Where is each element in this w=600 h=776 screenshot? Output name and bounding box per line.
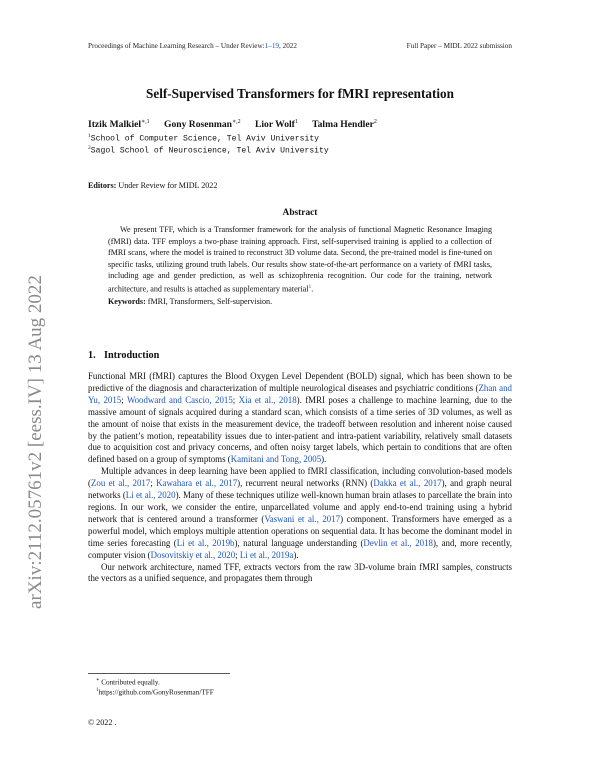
citation-link[interactable]: Dakka et al., 2017 (373, 478, 442, 489)
paragraph-text: Functional MRI (fMRI) captures the Blood Oxygen Level Dependent (BOLD) signal, which has been shown to be predictive of the diagnosis and characterization of multiple neurological diseases and psychiatric conditions ( (88, 371, 512, 393)
author: Gony Rosenman$^{∗,2}$ (164, 119, 241, 131)
arxiv-stamp: arXiv:2112.05761v2 [eess.IV] 13 Aug 2022 (25, 275, 46, 609)
citation-link[interactable]: Kawahara et al., 2017 (156, 478, 238, 489)
paper-title: Self-Supervised Transformers for fMRI representation (146, 86, 454, 101)
footnote-rule (88, 673, 230, 674)
citation-link[interactable]: Zhan and Yu, 2015 (88, 382, 512, 405)
paragraph-text: ) component. Transformers have emerged as a powerful model, which employs multiple attention operations on sequential data. It has become the dominant model in time series forecasting ( (88, 513, 512, 548)
paragraph-text: ; (121, 394, 127, 405)
citation-link[interactable]: Zou et al., 2017 (90, 478, 151, 489)
copyright-line: © 2022 . (88, 718, 117, 727)
citation-link[interactable]: Vaswani et al., 2017 (264, 513, 341, 524)
pages-link[interactable]: 1–19 (264, 42, 280, 50)
paragraph (88, 371, 512, 466)
running-header-right: Full Paper – MIDL 2022 submission (406, 42, 512, 50)
footnote: $^1$https://github.com/GonyRosenman/TFF (96, 688, 214, 697)
paragraph-text: ; (235, 549, 240, 560)
paragraph-text: ). Many of these techniques utilize well-known human brain atlases to parcellate the brain into regions. In our work, we consider the entire, unparcellated volume and apply end-to-end training using a hybrid network that is centered around a transformer ( (88, 490, 513, 524)
paragraph-text: ; (150, 478, 157, 489)
paragraph (88, 466, 512, 561)
editors-line: Editors: Under Review for MIDL 2022 (88, 181, 218, 190)
abstract-body: We present TFF, which is a Transformer framework for the analysis of functional Magnetic Resonance Imaging (fMRI) data. TFF employs a two-phase training approach. First, self-supervised training is applied to a collection of fMRI scans, where the model is trained to reconstruct 3D volume data. Second, the pre-trained model is fine-tuned on specific tasks, utilizing ground truth labels. Our results show state-of-the-art performance on a variety of fMRI tasks, including age and gender prediction, as well as schizophrenia recognition. Our code for the training, network architecture, and results is attached as supplementary material$^1$. (108, 225, 492, 294)
paragraph-text: ). fMRI poses a challenge to machine learning, due to the massive amount of signals acquired during a standard scan, which consists of a time series of 3D volumes, as well as the amount of noise that exists in the measurement device, the tradeoff between resolution and inherent noise caused by the patient’s motion, repeatability issues due to inter-patient and intra-patient variability, relatively small datasets due to acquisition cost and privacy concerns, and often noisy target labels, which pertain to conditions that are often defined based on a group of symptoms ( (88, 394, 512, 465)
paragraph-text: ), recurrent neural networks (RNN) ( (237, 478, 374, 489)
keywords-line: Keywords: fMRI, Transformers, Self-supervision. (108, 297, 273, 306)
affiliation: $^2$Sagol School of Neuroscience, Tel Aviv University (88, 145, 329, 156)
section-body (88, 371, 512, 585)
author: Itzik Malkiel$^{∗,1}$ (88, 119, 150, 131)
paragraph-text: Multiple advances in deep learning have been applied to fMRI classification, including convolution-based models ( (88, 466, 512, 489)
paragraph-text: Our network architecture, named TFF, extracts vectors from the raw 3D-volume brain fMRI samples, constructs the vectors as a unified sequence, and propagates them through (88, 561, 512, 584)
citation-link[interactable]: Dosovitskiy et al., 2020 (150, 549, 236, 560)
footnote-link[interactable]: 1 (308, 283, 312, 290)
paragraph-text: ), and graph neural networks ( (88, 478, 513, 501)
abstract-heading: Abstract (282, 208, 318, 218)
citation-link[interactable]: Li et al., 2019b (176, 537, 235, 548)
footnote: ∗ Contributed equally. (96, 678, 160, 687)
paragraph-text: ). (293, 549, 299, 560)
citation-link[interactable]: Devlin et al., 2018 (363, 537, 433, 548)
paragraph (88, 562, 512, 586)
section-heading: 1. Introduction (88, 350, 160, 361)
affiliation: $^1$School of Computer Science, Tel Aviv University (88, 133, 320, 144)
author: Talma Hendler$^2$ (312, 119, 377, 131)
running-header-left: Proceedings of Machine Learning Research – Under Review:1–19, 2022 (88, 42, 297, 50)
author: Lior Wolf$^1$ (254, 119, 298, 131)
author-list (88, 118, 377, 130)
citation-link[interactable]: Li et al., 2020 (125, 490, 176, 501)
paragraph-text: ), and, more recently, computer vision ( (88, 537, 512, 560)
paragraph-text: ). (321, 454, 327, 465)
citation-link[interactable]: Xia et al., 2018 (238, 394, 297, 405)
citation-link[interactable]: Woodward and Cascio, 2015 (126, 394, 233, 405)
paragraph-text: ; (232, 394, 239, 405)
citation-link[interactable]: Kamitani and Tong, 2005 (230, 454, 322, 465)
paragraph-text: ), natural language understanding ( (234, 537, 364, 548)
citation-link[interactable]: Li et al., 2019a (239, 549, 294, 560)
